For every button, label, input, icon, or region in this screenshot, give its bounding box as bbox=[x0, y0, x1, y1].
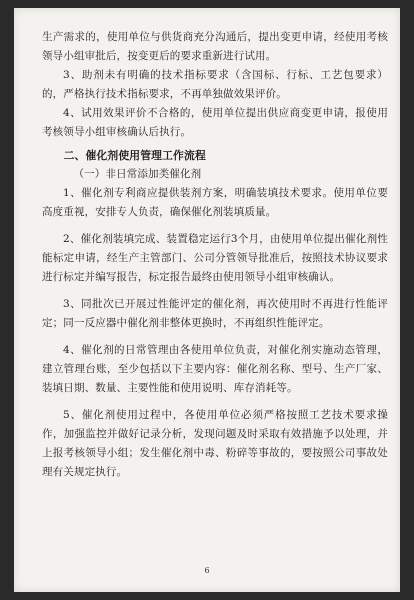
paragraph-continued: 生产需求的，使用单位与供货商充分沟通后，提出变更申请，经使用考核领导小组审批后，按变更后的要求重新进行试用。 bbox=[42, 31, 388, 62]
page-number: 6 bbox=[204, 566, 210, 575]
paragraph-gap bbox=[42, 222, 388, 230]
paragraph-catalyst-item-2: 2、催化剂装填完成、装置稳定运行3个月，由使用单位提出催化剂性能标定申请，经生产主管部门、公司分管领导批准后，按照技术协议要求进行标定并编写报告，标定报告最终由使用领导小组审核确认。 bbox=[42, 233, 388, 283]
document-page bbox=[14, 8, 400, 592]
paragraph-item-3: 3、助剂未有明确的技术指标要求（含国标、行标、工艺包要求）的，严格执行技术指标要求，不再单独做效果评价。 bbox=[42, 69, 388, 100]
section-heading-catalyst-workflow: 二、催化剂使用管理工作流程 bbox=[63, 149, 206, 162]
paragraph-gap bbox=[42, 333, 388, 341]
paragraph-gap bbox=[42, 287, 388, 295]
paragraph-catalyst-item-5: 5、催化剂使用过程中，各使用单位必须严格按照工艺技术要求操作，加强监控并做好记录分析，发现问题及时采取有效措施予以处理，并上报考核领导小组；发生催化剂中毒、粉碎等事故的，要按照公司事故处理有关规定执行。 bbox=[42, 409, 388, 478]
paragraph-catalyst-item-1: 1、催化剂专利商应提供装剂方案，明确装填技术要求。使用单位要高度重视，安排专人负责，确保催化剂装填质量。 bbox=[42, 187, 388, 218]
document-body bbox=[42, 28, 388, 482]
paragraph-gap bbox=[42, 398, 388, 406]
subsection-heading-non-daily-catalyst: （一）非日常添加类催化剂 bbox=[73, 168, 202, 180]
paragraph-item-4: 4、试用效果评价不合格的，使用单位提出供应商变更申请，报使用考核领导小组审核确认后执行。 bbox=[42, 107, 388, 138]
paragraph-catalyst-item-3: 3、同批次已开展过性能评定的催化剂，再次使用时不再进行性能评定；同一反应器中催化剂非整体更换时，不再组织性能评定。 bbox=[42, 298, 388, 329]
paragraph-catalyst-item-4: 4、催化剂的日常管理由各使用单位负责，对催化剂实施动态管理，建立管理台账，至少包括以下主要内容：催化剂名称、型号、生产厂家、装填日期、数量、主要性能和使用说明、库存消耗等。 bbox=[42, 344, 388, 394]
